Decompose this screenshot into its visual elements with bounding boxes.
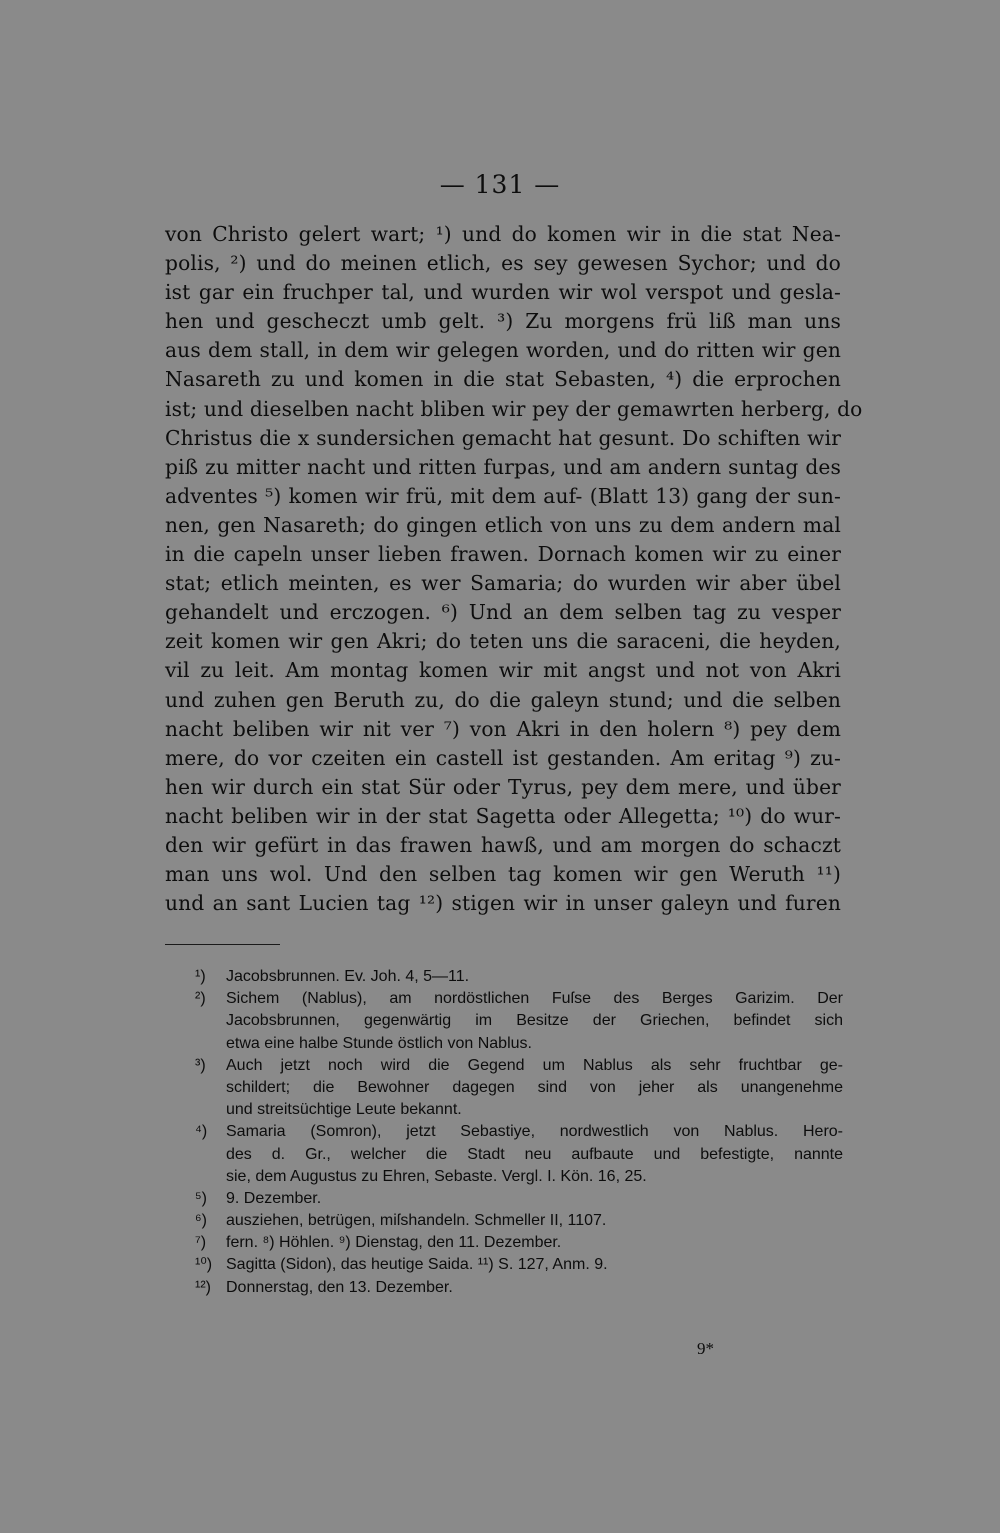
footnote-mark: ⁵) [195,1189,207,1207]
footnote-text: Samaria (Somron), jetzt Sebastiye, nordwestlich von Nablus. Hero- [226,1123,843,1141]
footnote [195,1254,843,1276]
footnote-text: Sagitta (Sidon), das heutige Saida. ¹¹) S. 127, Anm. 9. [226,1256,608,1274]
footnote-line [195,1121,843,1143]
footnote-text: schildert; die Bewohner dagegen sind von jeher als unangenehme [226,1078,843,1096]
footnote-text: Sichem (Nablus), am nordöstlichen Fuſse des Berges Garizim. Der [226,990,843,1008]
footnote-mark: ²) [195,990,206,1008]
footnote-line [195,1210,843,1232]
footnote-text: Auch jetzt noch wird die Gegend um Nablus als sehr fruchtbar ge- [226,1056,843,1074]
text-line: adventes ⁵) komen wir frü, mit dem auf- (Blatt 13) gang der sun- [165,483,841,508]
text-line: hen und gescheczt umb gelt. ³) Zu morgens frü liß man uns [165,309,841,334]
footnote-text: fern. ⁸) Höhlen. ⁹) Dienstag, den 11. Dezember. [226,1234,562,1252]
text-line: von Christo gelert wart; ¹) und do komen wir in die stat Nea- [165,222,841,246]
text-line: nen, gen Nasareth; do gingen etlich von uns zu dem andern mal [165,512,841,537]
footnote-text: des d. Gr., welcher die Stadt neu aufbaute und befestigte, nannte [226,1145,843,1163]
footnote-mark: ⁴) [195,1123,208,1141]
text-line: nacht beliben wir nit ver ⁷) von Akri in den holern ⁸) pey dem [165,716,841,741]
footnote-mark: ¹⁰) [195,1256,213,1274]
text-line: Christus die x sundersichen gemacht hat gesunt. Do schiften wir [165,425,841,450]
footnote-line [195,1166,843,1188]
footnote [195,1121,843,1188]
footnote-line [195,988,843,1010]
text-line: hen wir durch ein stat Sür oder Tyrus, pey dem mere, und über [165,774,841,799]
footnote [195,1232,843,1254]
footnote [195,1188,843,1210]
text-line: vil zu leit. Am montag komen wir mit angst und not von Akri [165,658,841,683]
footnote-mark: ³) [195,1056,206,1074]
text-line: in die capeln unser lieben frawen. Dornach komen wir zu einer [165,542,841,567]
footnote-line [195,1144,843,1166]
footnote-line [195,1254,843,1276]
footnote-line [195,1055,843,1077]
footnote-line [195,1033,843,1055]
footnote-text: sie, dem Augustus zu Ehren, Sebaste. Vergl. I. Kön. 16, 25. [226,1167,647,1185]
text-line: ist gar ein fruchper tal, und wurden wir wol verspot und gesla- [165,280,841,305]
footnote-text: Donnerstag, den 13. Dezember. [226,1278,453,1296]
text-line: ist; und dieselben nacht bliben wir pey der gemawrten herberg, do [165,396,863,421]
footnote-text: ausziehen, betrügen, miſshandeln. Schmeller II, 1107. [226,1212,607,1230]
text-line: und zuhen gen Beruth zu, do die galeyn stund; und die selben [165,687,841,712]
footnote-line [195,1010,843,1032]
footnote [195,1277,843,1299]
footnote-line [195,966,843,988]
text-line: und an sant Lucien tag ¹²) stigen wir in unser galeyn und furen [165,891,841,916]
footnote-mark: ⁶) [195,1212,207,1230]
text-line: aus dem stall, in dem wir gelegen worden, und do ritten wir gen [165,338,841,363]
text-line: mere, do vor czeiten ein castell ist gestanden. Am eritag ⁹) zu- [165,745,841,770]
printer-signature: 9* [697,1339,714,1358]
text-line: zeit komen wir gen Akri; do teten uns die saraceni, die heyden, [165,629,841,654]
footnote-text: und streitsüchtige Leute bekannt. [226,1101,462,1119]
text-line: Nasareth zu und komen in die stat Sebasten, ⁴) die erprochen [165,367,841,392]
footnote [195,966,843,988]
footnotes [195,966,843,1299]
footnote-text: Jacobsbrunnen. Ev. Joh. 4, 5—11. [226,968,470,985]
footnote [195,988,843,1055]
footnote-text: etwa eine halbe Stunde östlich von Nablus. [226,1034,532,1052]
footnote-line [195,1232,843,1254]
footnote-text: 9. Dezember. [226,1189,322,1207]
footnote-line [195,1277,843,1299]
text-line: piß zu mitter nacht und ritten furpas, und am andern suntag des [165,454,841,479]
text-line: nacht beliben wir in der stat Sagetta oder Allegetta; ¹⁰) do wur- [165,803,841,828]
footnote-mark: ¹) [195,968,206,985]
footnote-text: Jacobsbrunnen, gegenwärtig im Besitze der Griechen, befindet sich [226,1012,843,1030]
text-line: polis, ²) und do meinen etlich, es sey gewesen Sychor; und do [165,251,841,276]
text-line: stat; etlich meinten, es wer Samaria; do wurden wir aber übel [165,571,841,596]
text-line: man uns wol. Und den selben tag komen wir gen Weruth ¹¹) [165,862,841,887]
footnote-separator [165,944,280,945]
footnote [195,1210,843,1232]
text-line: gehandelt und erczogen. ⁶) Und an dem selben tag zu vesper [165,600,841,625]
footnote [195,1055,843,1122]
footnote-line [195,1077,843,1099]
footnote-mark: ¹²) [195,1278,211,1296]
text-line: den wir gefürt in das frawen hawß, und am morgen do schaczt [165,832,841,857]
footnote-line [195,1099,843,1121]
main-text [165,220,863,918]
footnote-mark: ⁷) [195,1234,207,1252]
page-number: — 131 — [439,170,561,199]
footnote-line [195,1188,843,1210]
